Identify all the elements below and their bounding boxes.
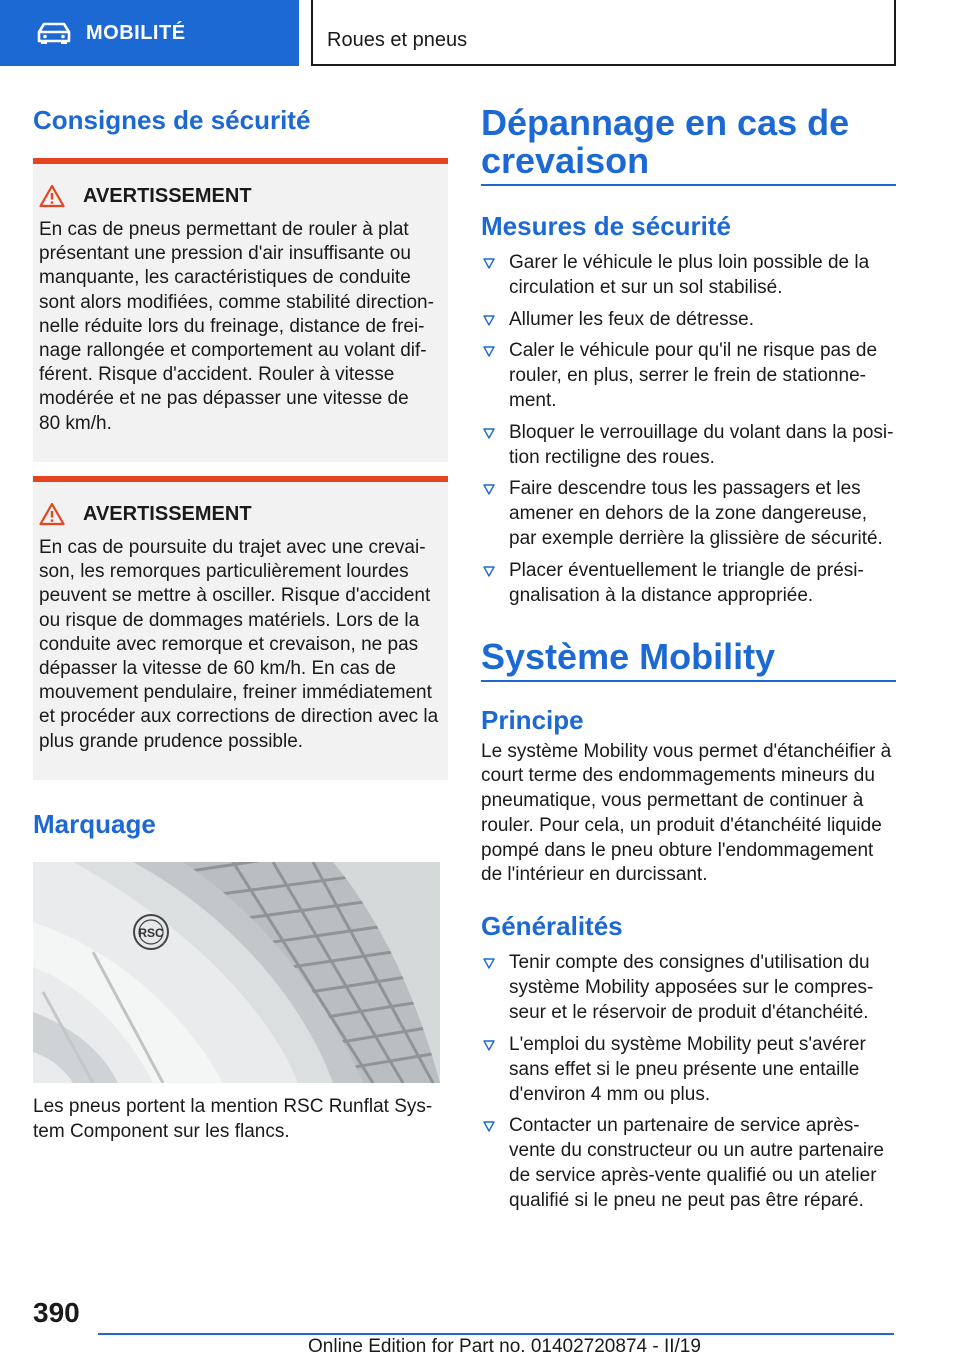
marking-caption: Les pneus portent la mention RSC Runflat Sys- tem Component sur les flancs. <box>33 1096 433 1142</box>
triangle-bullet-icon <box>483 315 495 326</box>
heading-general: Généralités <box>481 911 623 942</box>
heading-safety-measures: Mesures de sécurité <box>481 211 732 241</box>
heading-marking: Marquage <box>33 809 156 839</box>
list-item: Tenir compte des consignes d'utilisation du système Mobility apposées sur le compres- seur et le réservoir de produit d'étanchéité. <box>481 950 896 1025</box>
principle-text: Le système Mobility vous permet d'étanchéifier à court terme des endommagements mineurs du pneumatique, vous permettant de continuer à rouler. Pour cela, un produit d'étanchéité liquide pompé dans le pneu obture l'endommagement de l'intérieur en durcissant. <box>481 740 892 886</box>
heading-rule <box>481 680 896 682</box>
warning-header <box>39 502 440 526</box>
triangle-bullet-icon <box>483 346 495 357</box>
right-column <box>481 104 896 1220</box>
chapter-tab[interactable] <box>0 0 299 66</box>
warning-box <box>33 158 448 462</box>
list-item: Caler le véhicule pour qu'il ne risque pas de rouler, en plus, serrer le frein de stationne- ment. <box>481 338 896 413</box>
list-item: Bloquer le verrouillage du volant dans la posi- tion rectiligne des roues. <box>481 420 896 470</box>
heading-principle: Principe <box>481 704 584 735</box>
triangle-bullet-icon <box>483 1121 495 1132</box>
edition-text: Online Edition for Part no. 01402720874 - II/19 <box>308 1336 701 1357</box>
warning-triangle-icon <box>39 184 65 208</box>
safety-measures-list <box>481 250 896 608</box>
heading-safety-notes: Consignes de sécurité <box>33 105 311 135</box>
list-item: Placer éventuellement le triangle de prési- gnalisation à la distance appropriée. <box>481 558 896 608</box>
heading-rule <box>481 184 896 186</box>
general-list <box>481 950 896 1213</box>
list-item: Contacter un partenaire de service après- vente du constructeur ou un autre partenaire de service après-vente qualifié ou un atelier qualifié si le pneu ne peut pas être réparé. <box>481 1113 896 1213</box>
warning-header <box>39 184 440 208</box>
warning-triangle-icon <box>39 502 65 526</box>
triangle-bullet-icon <box>483 428 495 439</box>
footer-rule <box>98 1333 894 1335</box>
list-item: Garer le véhicule le plus loin possible de la circulation et sur un sol stabilisé. <box>481 250 896 300</box>
triangle-bullet-icon <box>483 484 495 495</box>
heading-mobility-system: Système Mobility <box>481 635 776 677</box>
section-title: Roues et pneus <box>311 0 896 66</box>
triangle-bullet-icon <box>483 1040 495 1051</box>
warning-title: AVERTISSEMENT <box>83 184 252 207</box>
warning-text: En cas de poursuite du trajet avec une crevai- son, les remorques particulièrement lourdes peuvent se mettre à osciller. Risque d'accident ou risque de dommages matériels. Lors de la conduite avec remorque et crevaison, ne pas dépasser la vitesse de 60 km/h. En cas de mouvement pendulaire, freiner immédiatement et procéder aux corrections de direction avec la plus grande prudence possible. <box>39 537 439 752</box>
warning-box <box>33 476 448 780</box>
list-item: L'emploi du système Mobility peut s'avérer sans effet si le pneu présente une entaille d'environ 4 mm ou plus. <box>481 1032 896 1107</box>
page-number: 390 <box>33 1297 80 1328</box>
left-column <box>33 104 448 1145</box>
triangle-bullet-icon <box>483 958 495 969</box>
warning-title: AVERTISSEMENT <box>83 502 252 525</box>
heading-flat-tire-breakdown: Dépannage en cas de crevaison <box>481 102 850 181</box>
rsc-badge: RSC <box>138 926 164 940</box>
chapter-label: MOBILITÉ <box>86 21 186 44</box>
triangle-bullet-icon <box>483 258 495 269</box>
tire-illustration <box>33 862 448 1083</box>
warning-text: En cas de pneus permettant de rouler à plat présentant une pression d'air insuffisante ou manquante, les caractéristiques de conduite sont alors modifiées, comme stabilité direction- nelle réduite lors du freinage, distance de frei- nage rallongée et comportement au volant dif- férent. Risque d'accident. Rouler à vitesse modérée et ne pas dépasser une vitesse de 80 km/h. <box>39 219 434 434</box>
triangle-bullet-icon <box>483 566 495 577</box>
list-item: Faire descendre tous les passagers et les amener en dehors de la zone dangereuse, par exemple derrière la glissière de sécurité. <box>481 476 896 551</box>
list-item: Allumer les feux de détresse. <box>481 307 896 332</box>
car-icon <box>36 21 72 45</box>
